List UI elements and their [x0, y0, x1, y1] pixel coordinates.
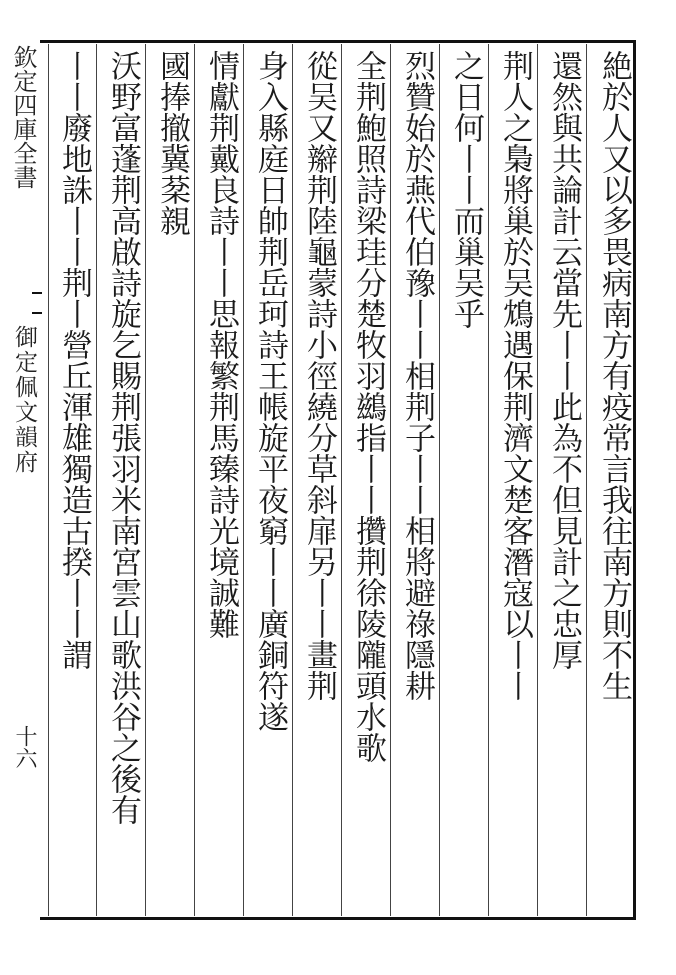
text-column-8: 身入縣庭日帥荆岳珂詩王帳旋平夜窮丨丨廣銅符遂: [244, 44, 293, 916]
text-column-4: 之日何丨丨而巢吴乎: [440, 44, 489, 916]
text-column-2: 還然與共論計云當先丨丨此為不但見計之忠厚: [538, 44, 587, 916]
text-column-1: 絶於人又以多畏病南方有疫常言我往南方則不生: [596, 50, 632, 701]
margin-series-title: 欽定四庫全書: [9, 45, 37, 189]
leaf-number: 十六: [12, 725, 37, 769]
text-column-12: 丨丨廢地誅丨丨荆丨營丘渾雄獨造古揆丨丨謂: [48, 44, 97, 916]
text-column-7: 從吴又辮荆陸龜蒙詩小徑繞分草斜扉另丨丨畫荆: [293, 44, 342, 916]
text-column-10: 國捧撤冀棻親: [146, 44, 195, 916]
text-column-3: 荆人之梟將巢於吴鴆遇保荆濟文楚客潛寇以丨丨: [489, 44, 538, 916]
text-column-9: 情獻荆戴良詩丨丨思報繁荆馬臻詩光境誠難: [195, 44, 244, 916]
text-column-11: 沃野富蓬荆高啟詩旋乞賜荆張羽米南宮雲山歌洪谷之後有: [97, 44, 146, 916]
text-column-5: 烈贊始於燕代伯豫丨丨相荆子丨丨相將避祿隱耕: [391, 44, 440, 916]
margin-book-title: 御定佩文韻府: [11, 325, 37, 475]
page-margin: [0, 0, 38, 975]
text-columns: [42, 44, 636, 916]
text-column-6: 全荆鮑照詩梁珪分楚牧羽鷀指丨丨攢荆徐陵隴頭水歌: [342, 44, 391, 916]
